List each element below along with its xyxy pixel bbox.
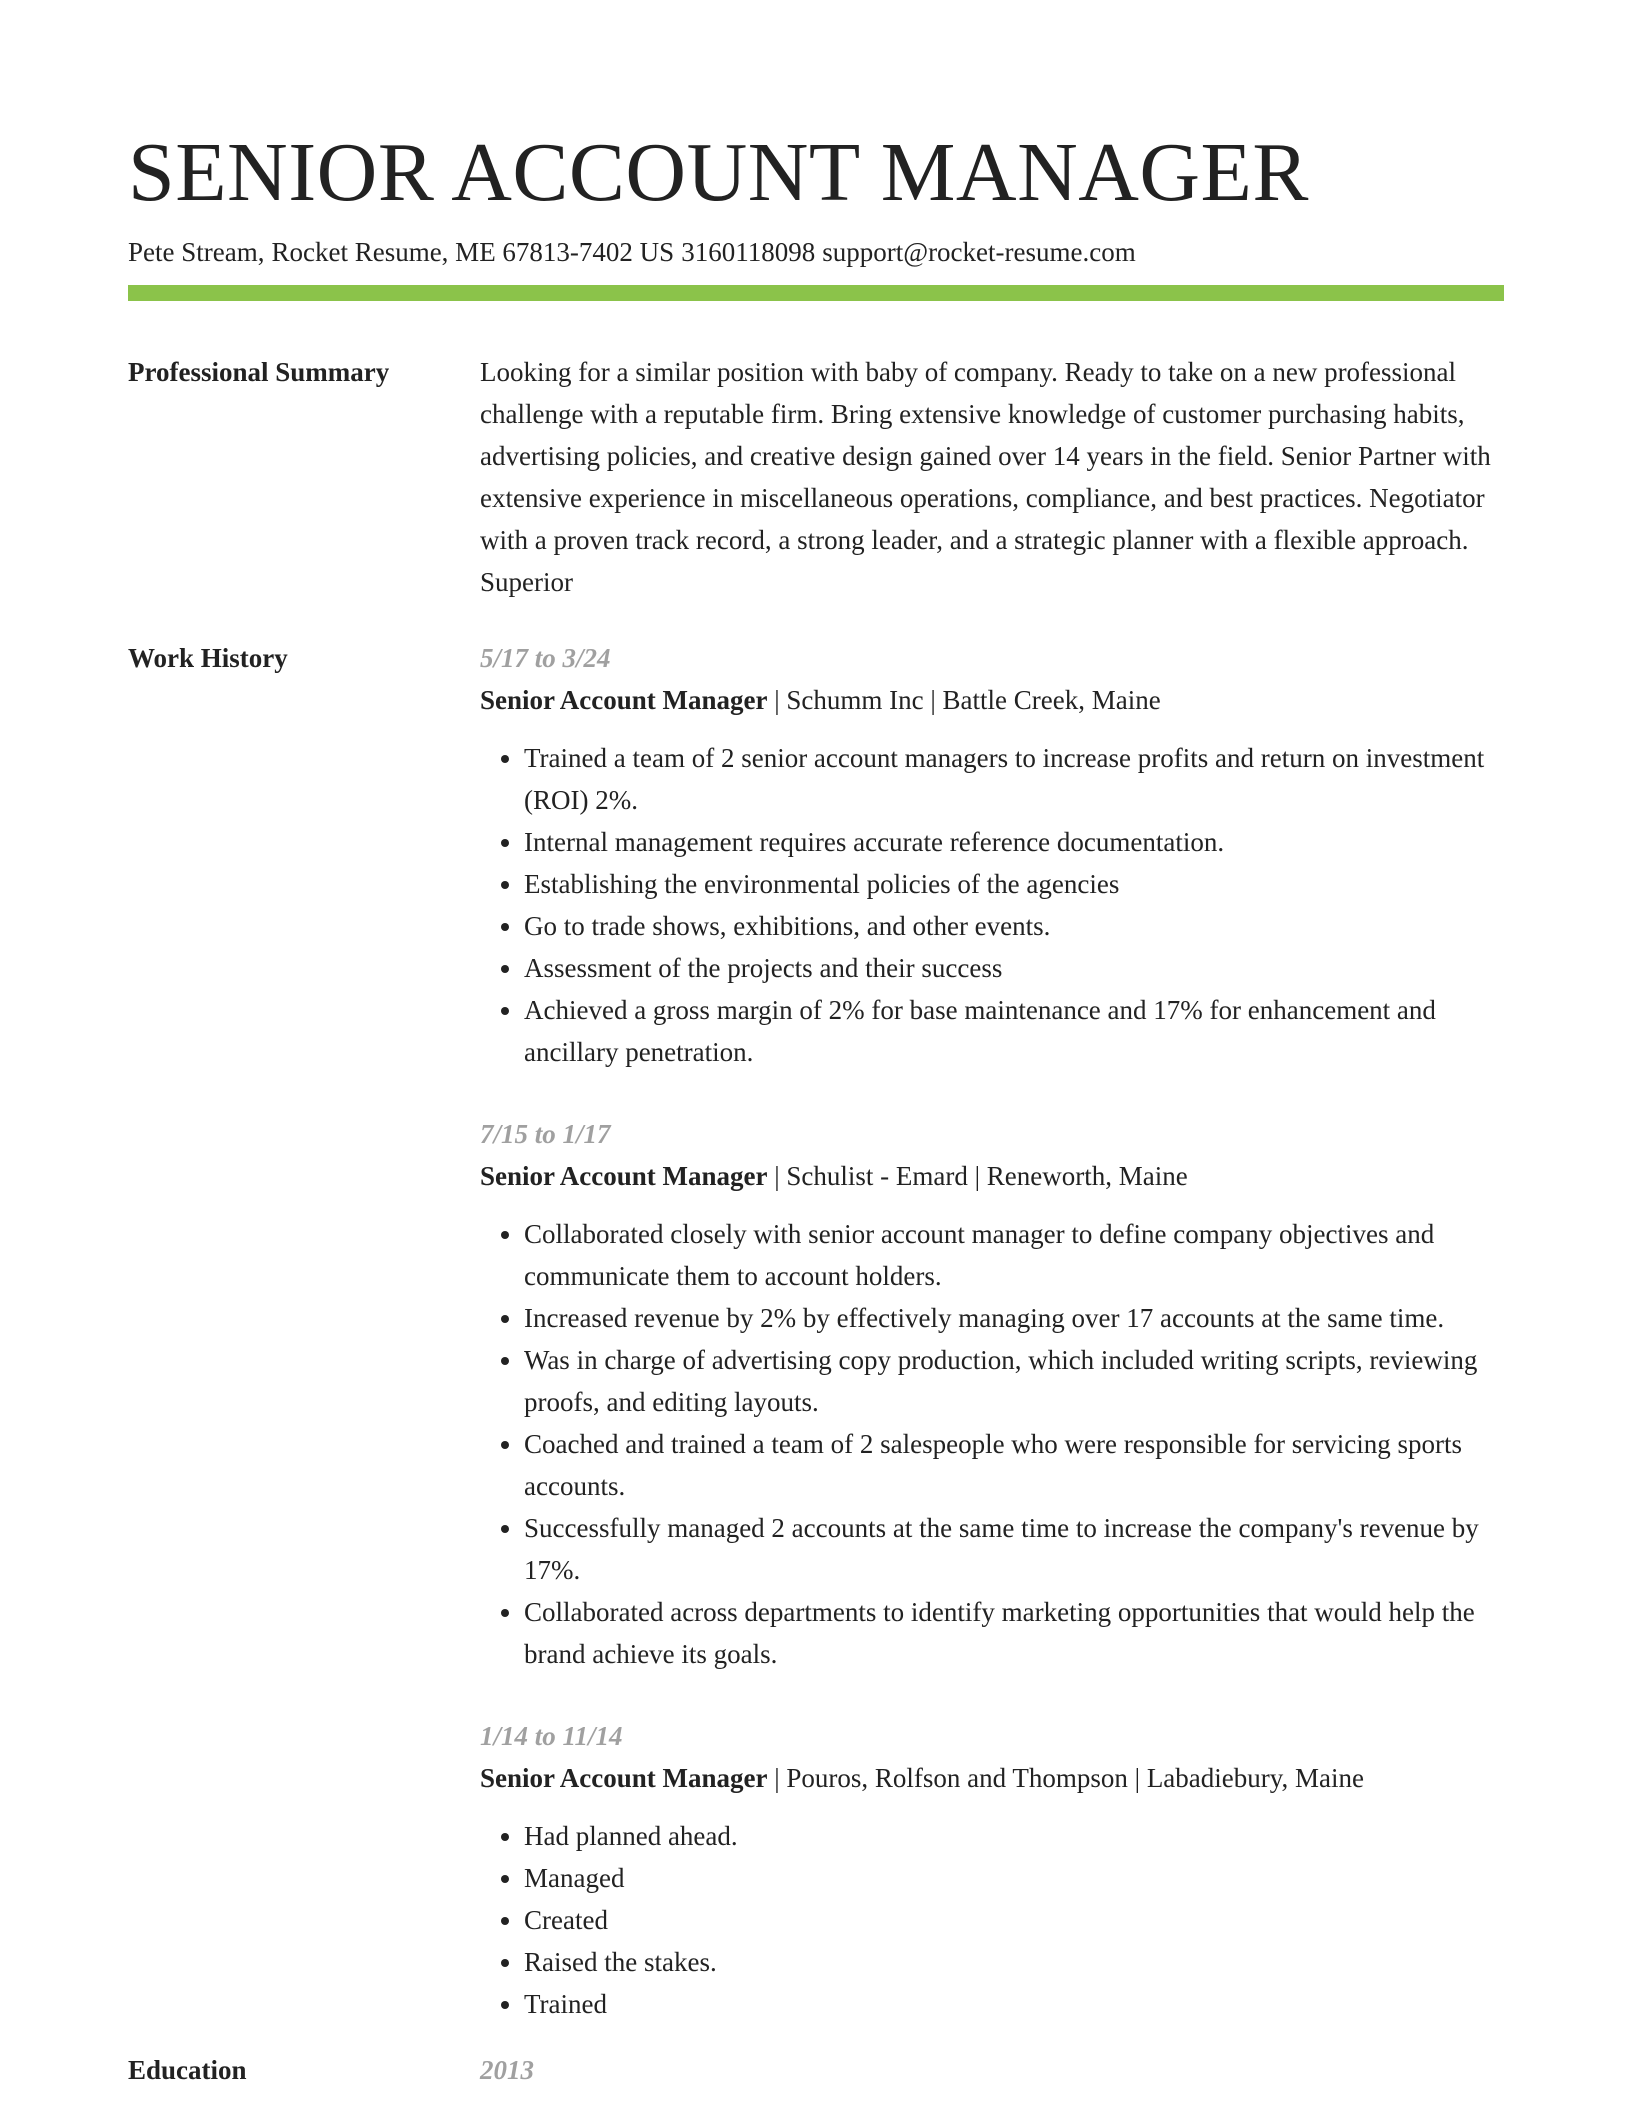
job-heading [480, 1757, 1504, 1799]
job-bullet: • Achieved a gross margin of 2% for base maintenance and 17% for enhancement and ancillary penetration. [524, 989, 1504, 1073]
job-bullet: • Managed [524, 1857, 1504, 1899]
summary-body [480, 351, 1504, 603]
job-bullet: • Assessment of the projects and their success [524, 947, 1504, 989]
education-body [480, 2049, 1504, 2091]
job-bullet: • Collaborated across departments to identify marketing opportunities that would help the brand achieve its goals. [524, 1591, 1504, 1675]
job-bullet-list [480, 737, 1504, 1073]
job-bullet: • Collaborated closely with senior account manager to define company objectives and communicate them to account holders. [524, 1213, 1504, 1297]
job-bullet: • Successfully managed 2 accounts at the same time to increase the company's revenue by 17%. [524, 1507, 1504, 1591]
job-bullet: • Internal management requires accurate reference documentation. [524, 821, 1504, 863]
job-bullet: • Go to trade shows, exhibitions, and other events. [524, 905, 1504, 947]
job-dates: 5/17 to 3/24 [480, 643, 611, 673]
education-section [128, 2049, 1504, 2091]
job-title: Senior Account Manager [480, 1161, 768, 1191]
contact-email: support@rocket-resume.com [822, 237, 1136, 267]
job-dates: 1/14 to 11/14 [480, 1721, 623, 1751]
education-dates: 2013 [480, 2055, 534, 2085]
job-bullet: • Trained a team of 2 senior account managers to increase profits and return on investment (ROI) 2%. [524, 737, 1504, 821]
job-details: | Schulist - Emard | Reneworth, Maine [767, 1161, 1188, 1191]
work-history-section [128, 637, 1504, 2025]
job-details: | Schumm Inc | Battle Creek, Maine [767, 685, 1161, 715]
job-bullet: • Had planned ahead. [524, 1815, 1504, 1857]
job-details: | Pouros, Rolfson and Thompson | Labadiebury, Maine [767, 1763, 1364, 1793]
job-bullet: • Increased revenue by 2% by effectively managing over 17 accounts at the same time. [524, 1297, 1504, 1339]
job-entry [480, 1113, 1504, 1675]
job-entry [480, 1715, 1504, 2025]
resume-page [128, 118, 1504, 2091]
job-bullet: • Was in charge of advertising copy production, which included writing scripts, reviewing proofs, and editing layouts. [524, 1339, 1504, 1423]
summary-text: Looking for a similar position with baby of company. Ready to take on a new professional challenge with a reputable firm. Bring extensive knowledge of customer purchasing habits, advertising policies, and creative design gained over 14 years in the field. Senior Partner with extensive experience in miscellaneous operations, compliance, and best practices. Negotiator with a proven track record, a strong leader, and a strategic planner with a flexible approach. Superior [480, 357, 1491, 597]
contact-line [128, 234, 1504, 270]
job-bullet: • Created [524, 1899, 1504, 1941]
section-label-summary: Professional Summary [128, 357, 390, 387]
job-bullet: • Raised the stakes. [524, 1941, 1504, 1983]
job-heading [480, 679, 1504, 721]
job-dates: 7/15 to 1/17 [480, 1119, 611, 1149]
section-label-education: Education [128, 2055, 247, 2085]
contact-address: Rocket Resume, ME 67813-7402 US [271, 237, 675, 267]
job-title: Senior Account Manager [480, 1763, 768, 1793]
job-heading [480, 1155, 1504, 1197]
accent-divider [128, 285, 1504, 301]
contact-phone: 3160118098 [681, 237, 816, 267]
job-title: Senior Account Manager [480, 685, 768, 715]
job-bullet: • Establishing the environmental policies of the agencies [524, 863, 1504, 905]
job-bullet: • Trained [524, 1983, 1504, 2025]
job-bullet-list [480, 1213, 1504, 1675]
job-bullet: • Coached and trained a team of 2 salespeople who were responsible for servicing sports accounts. [524, 1423, 1504, 1507]
work-history-body [480, 637, 1504, 2025]
job-bullet-list [480, 1815, 1504, 2025]
professional-summary-section [128, 351, 1504, 603]
contact-name: Pete Stream, [128, 237, 265, 267]
resume-title: SENIOR ACCOUNT MANAGER [128, 126, 1309, 219]
section-label-work-history: Work History [128, 643, 288, 673]
job-entry [480, 637, 1504, 1073]
